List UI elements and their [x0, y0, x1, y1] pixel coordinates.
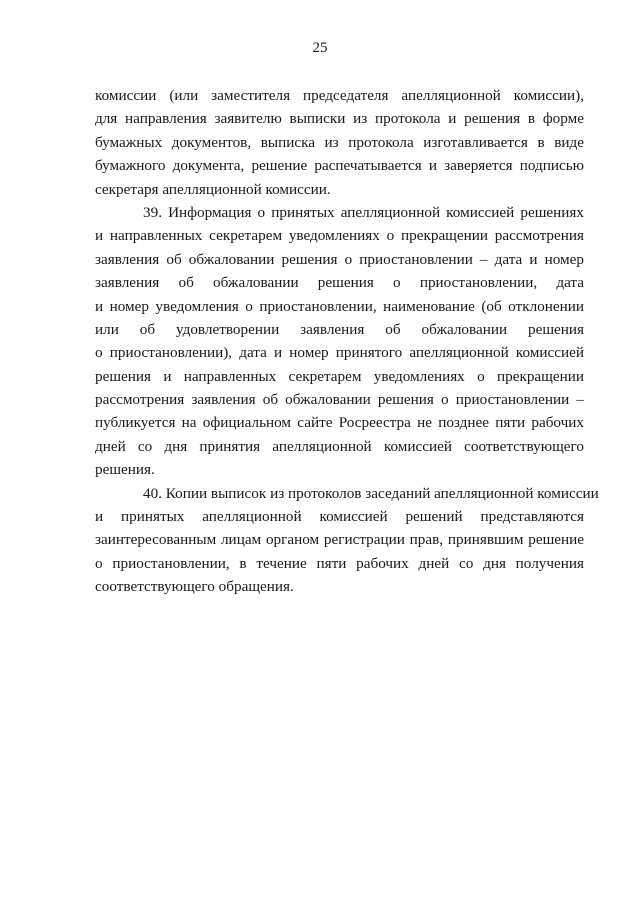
paragraph-40	[95, 482, 599, 599]
text-line: или об удовлетворении заявления об обжаловании решения	[95, 320, 584, 338]
text-line: и номер уведомления о приостановлении, наименование (об отклонении	[95, 297, 584, 315]
text-line: бумажных документов, выписка из протокола изготавливается в виде	[95, 133, 584, 151]
paragraph-39	[95, 201, 584, 482]
text-line: решения.	[95, 461, 155, 479]
text-line: для направления заявителю выписки из протокола и решения в форме	[95, 110, 584, 128]
text-line: о приостановлении), дата и номер принятого апелляционной комиссией	[95, 344, 584, 362]
text-line: о приостановлении, в течение пяти рабочих дней со дня получения	[95, 554, 584, 572]
text-line: бумажного документа, решение распечатывается и заверяется подписью	[95, 157, 584, 175]
text-line: заявления об обжаловании решения о приостановлении, дата	[95, 274, 584, 292]
document-body	[95, 84, 599, 599]
text-line: и направленных секретарем уведомлениях о прекращении рассмотрения	[95, 227, 584, 245]
text-line: рассмотрения заявления об обжаловании решения о приостановлении –	[95, 391, 584, 409]
text-line: комиссии (или заместителя председателя апелляционной комиссии),	[95, 87, 584, 104]
page-number: 25	[312, 40, 328, 56]
text-line: и принятых апелляционной комиссией решений представляются	[95, 508, 584, 526]
text-line: заинтересованным лицам органом регистрации прав, принявшим решение	[95, 531, 584, 549]
text-line: заявления об обжаловании решения о приостановлении – дата и номер	[95, 250, 584, 268]
text-line: публикуется на официальном сайте Росреестра не позднее пяти рабочих	[95, 414, 584, 432]
paragraph-continuation	[95, 84, 584, 201]
text-line: дней со дня принятия апелляционной комиссией соответствующего	[95, 437, 584, 455]
text-line: секретаря апелляционной комиссии.	[95, 180, 331, 198]
text-line: решения и направленных секретарем уведомлениях о прекращении	[95, 367, 584, 385]
text-line: 39. Информация о принятых апелляционной комиссией решениях	[143, 203, 584, 221]
text-line: 40. Копии выписок из протоколов заседаний апелляционной комиссии	[143, 484, 599, 502]
text-line: соответствующего обращения.	[95, 578, 294, 596]
